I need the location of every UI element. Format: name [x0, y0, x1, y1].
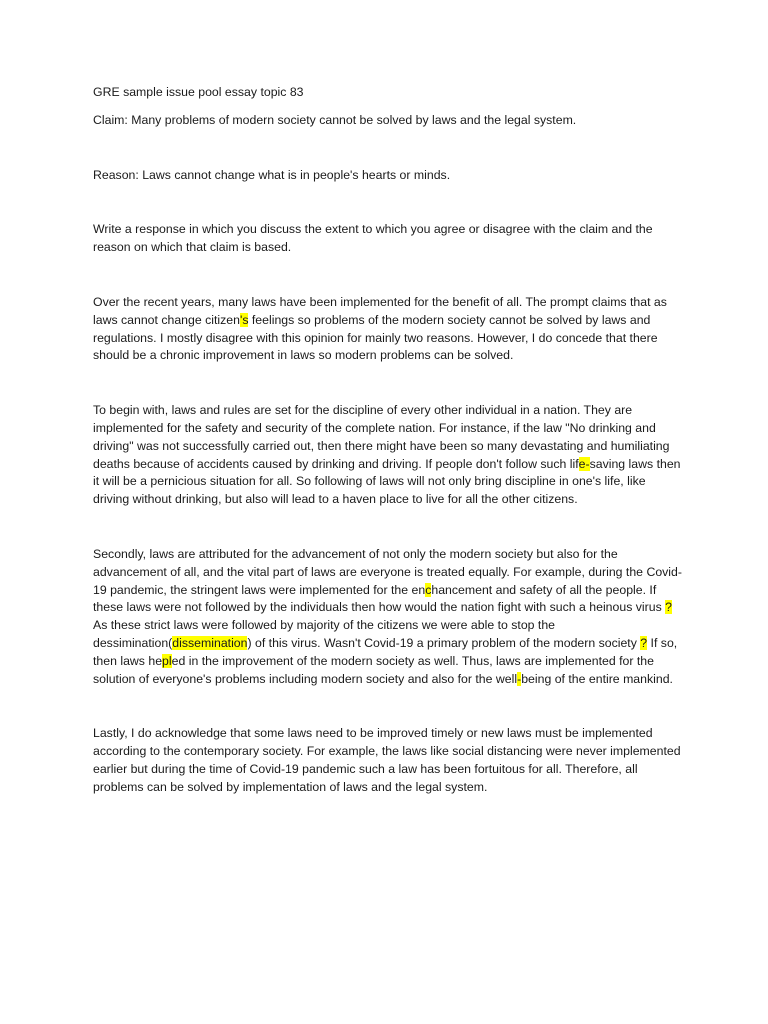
body2-text-6: ed in the improvement of the modern society as well. Thus, laws are implemented for the solution of everyone's problems including modern society and also for the well — [93, 653, 654, 686]
body2-text-2: hancement and safety of all the people. If these laws were not followed by the individuals then how would the nation fight with such a heinous virus — [93, 582, 666, 615]
body2-text-1: Secondly, laws are attributed for the advancement of not only the modern society but also for the advancement of all, and the vital part of laws are everyone is treated equally. For example, during the Covid-19 pandemic, the stringent laws were implemented for the en — [93, 546, 682, 597]
body2-text-4: ) of this virus. Wasn't Covid-19 a primary problem of the modern society — [247, 635, 641, 650]
highlight: pl — [162, 653, 172, 668]
highlight: c — [425, 582, 432, 597]
body2-text-3: As these strict laws were followed by majority of the citizens we were able to stop the dessimination( — [93, 618, 556, 650]
highlight: dissemination — [172, 635, 248, 650]
highlight: 's — [239, 312, 249, 327]
essay-title: GRE sample issue pool essay topic 83 — [93, 85, 304, 99]
intro-text-1: Over the recent years, many laws have been implemented for the benefit of all. The prompt claims that as laws cannot change citizen — [93, 294, 667, 327]
claim-text: Claim: Many problems of modern society cannot be solved by laws and the legal system. — [93, 112, 577, 127]
highlight: ? — [640, 635, 648, 650]
highlight: - — [517, 671, 522, 686]
body2-text-5: If so, then laws he — [93, 635, 678, 668]
document-page — [93, 84, 683, 797]
body1-text-2: saving laws then it will be a pernicious situation for all. So following of laws will not only bring discipline in one's life, like driving without drinking, but also will lead to a haven place to live for all the other citizens. — [93, 456, 681, 507]
intro-paragraph — [93, 294, 683, 365]
intro-text-2: feelings so problems of the modern society cannot be solved by laws and regulations. I mostly disagree with this opinion for mainly two reasons. However, I do concede that there should be a chronic improvement in laws so modern problems can be solved. — [93, 312, 658, 363]
body-paragraph-1 — [93, 402, 683, 509]
body-paragraph-2 — [93, 546, 683, 688]
reason-text: Reason: Laws cannot change what is in people's hearts or minds. — [93, 167, 451, 182]
body2-text-7: being of the entire mankind. — [521, 671, 673, 686]
highlight: e- — [578, 456, 590, 471]
conclusion-paragraph: Lastly, I do acknowledge that some laws need to be improved timely or new laws must be implemented according to the contemporary society. For example, the laws like social distancing were never implemented earlier but during the time of Covid-19 pandemic such a law has been fortuitous for all. Therefore, all problems can be solved by implementation of laws and the legal system. — [93, 726, 681, 794]
highlight: ? — [665, 600, 672, 615]
body1-text-1: To begin with, laws and rules are set for the discipline of every other individual in a nation. They are implemented for the safety and security of the complete nation. For instance, if the law "No drinking and driving" was not successfully carried out, then there might have been so many devastating and humiliating deaths because of accidents caused by drinking and driving. If people don't follow such lif — [93, 403, 670, 471]
prompt-text: Write a response in which you discuss the extent to which you agree or disagree with the claim and the reason on which that claim is based. — [93, 222, 653, 255]
